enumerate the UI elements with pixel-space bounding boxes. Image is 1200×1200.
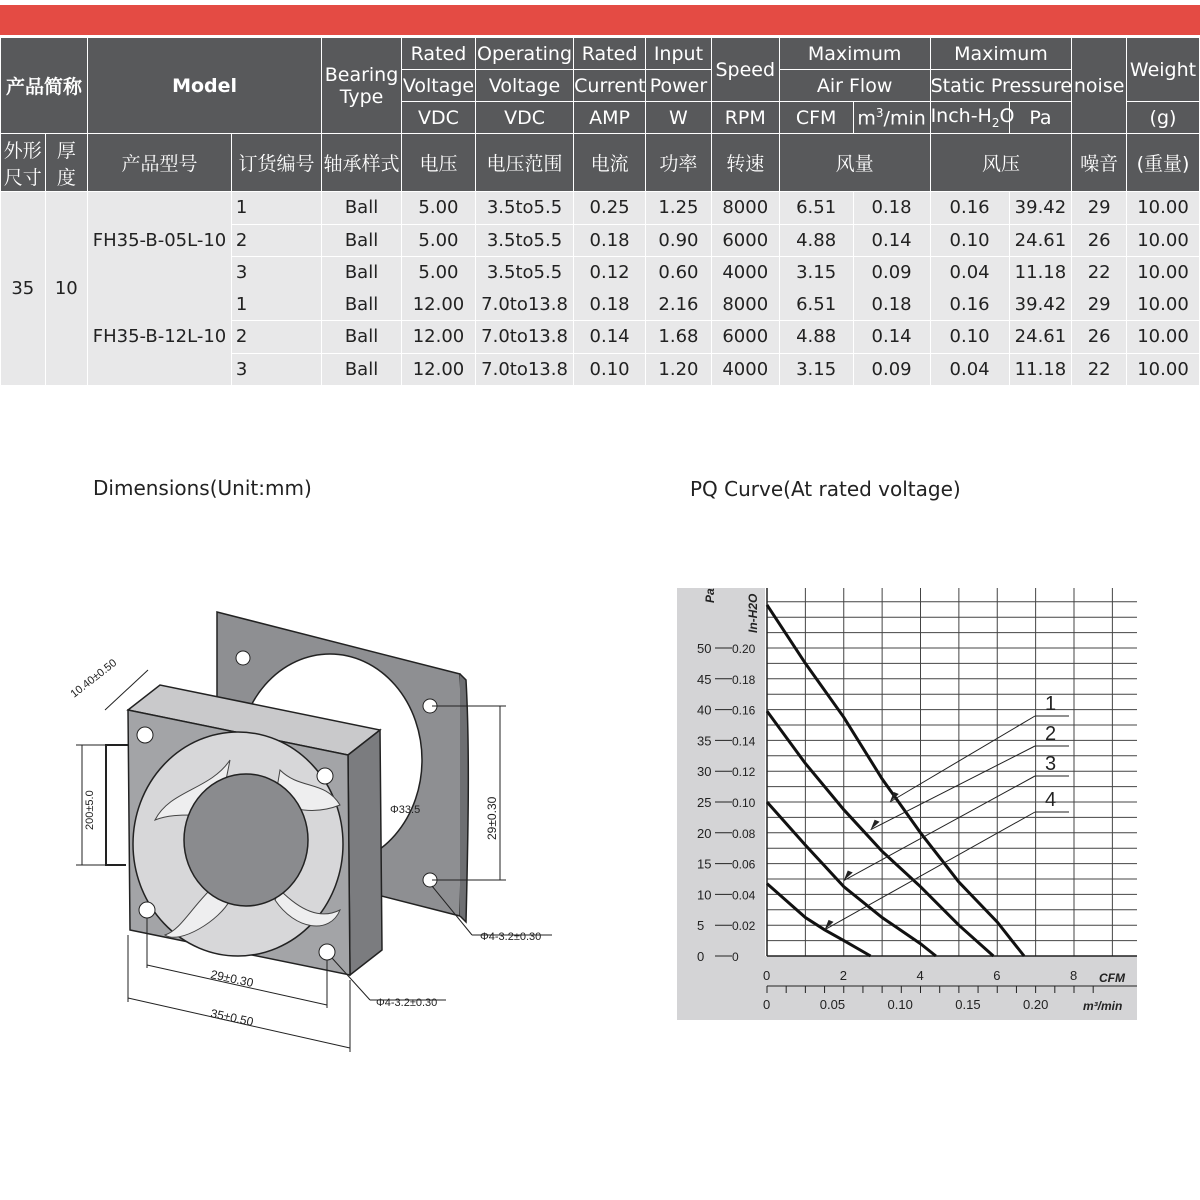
pq-chart (677, 588, 1140, 1020)
cell-order: 1 (231, 192, 321, 225)
cfm-tick-label: 8 (1070, 968, 1078, 983)
cfm-tick-label: 6 (993, 968, 1001, 983)
cell-weight: 10.00 (1127, 289, 1200, 321)
cell-cfm: 4.88 (779, 321, 853, 354)
header-maximum-1: Maximum (779, 38, 930, 70)
header-size-cn: 产品简称 (1, 38, 88, 134)
header-bearing-cn: 轴承样式 (322, 134, 402, 192)
fan-hub (184, 774, 308, 906)
header-power-cn: 功率 (646, 134, 712, 192)
cell-bearing: Ball (322, 192, 402, 225)
cell-power: 1.68 (646, 321, 712, 354)
depth-label: 10.40±0.50 (68, 657, 120, 701)
header-current-cn: 电流 (574, 134, 646, 192)
top-banner (0, 5, 1200, 35)
cell-order: 1 (231, 289, 321, 321)
cell-speed: 6000 (711, 224, 779, 257)
cell-bearing: Ball (322, 224, 402, 257)
cell-voltage: 12.00 (402, 289, 476, 321)
cell-weight: 10.00 (1127, 192, 1200, 225)
hole-top-label: Φ4-3.2±0.30 (480, 931, 542, 943)
y-unit-inh2o: In-H2O (746, 593, 760, 633)
header-operating: Operating (475, 38, 573, 70)
curve-label-2: 2 (1045, 723, 1057, 745)
unit-vdc: VDC (402, 102, 476, 134)
hole-spacing-h-label: 29±0.30 (209, 967, 255, 990)
back-hole-tl (236, 651, 250, 665)
cell-bearing: Ball (322, 257, 402, 289)
inh2o-tick-label: 0.08 (732, 826, 756, 841)
header-rated-1: Rated (402, 38, 476, 70)
inh2o-tick-label: 0.16 (732, 703, 756, 718)
back-frame-edge (460, 674, 468, 922)
header-noise-cn: 噪音 (1072, 134, 1127, 192)
header-thickness-cn: 厚 度 (45, 134, 88, 192)
front-hole-tl (137, 727, 153, 743)
cell-noise: 22 (1072, 257, 1127, 289)
cell-weight: 10.00 (1127, 257, 1200, 289)
cell-inh2o: 0.16 (930, 192, 1009, 225)
cell-voltage: 5.00 (402, 224, 476, 257)
cell-bearing: Ball (322, 289, 402, 321)
header-pressure-cn: 风压 (930, 134, 1072, 192)
cell-m3min: 0.18 (853, 192, 930, 225)
header-order-cn: 订货编号 (231, 134, 321, 192)
curve-label-3: 3 (1045, 753, 1057, 775)
header-airflow-cn: 风量 (779, 134, 930, 192)
header-range-cn: 电压范围 (475, 134, 573, 192)
inh2o-tick-label: 0.18 (732, 672, 756, 687)
cell-power: 1.20 (646, 353, 712, 385)
cell-m3min: 0.14 (853, 321, 930, 354)
inh2o-tick-label: 0.20 (732, 642, 756, 656)
front-hole-bl (139, 902, 155, 918)
header-voltage-cn: 电压 (402, 134, 476, 192)
cell-current: 0.25 (574, 192, 646, 225)
cell-noise: 26 (1072, 321, 1127, 354)
cell-voltage: 12.00 (402, 321, 476, 354)
header-maximum-2: Maximum (930, 38, 1072, 70)
cell-voltage: 5.00 (402, 192, 476, 225)
header-power: Power (646, 70, 712, 102)
unit-amp: AMP (574, 102, 646, 134)
header-bearing: Bearing Type (322, 38, 402, 134)
cell-cfm: 3.15 (779, 353, 853, 385)
cell-noise: 26 (1072, 224, 1127, 257)
cell-current: 0.14 (574, 321, 646, 354)
header-input: Input (646, 38, 712, 70)
cfm-tick-label: 0 (763, 968, 771, 983)
header-weight-cn: (重量) (1127, 134, 1200, 192)
cell-power: 2.16 (646, 289, 712, 321)
pa-tick-label: 0 (697, 949, 705, 964)
cell-model: FH35-B-05L-10 (88, 192, 232, 289)
m3-tick-label: 0 (763, 997, 771, 1012)
cell-size: 35 (1, 192, 46, 386)
unit-cfm: CFM (779, 102, 853, 134)
inh2o-tick-label: 0.04 (732, 888, 756, 903)
curve-label-4: 4 (1045, 789, 1057, 811)
fan-dimension-drawing (60, 590, 560, 1070)
cell-voltage-range: 3.5to5.5 (475, 192, 573, 225)
pa-tick-label: 30 (697, 764, 712, 780)
cell-cfm: 3.15 (779, 257, 853, 289)
header-model: Model (88, 38, 322, 134)
cell-pa: 24.61 (1009, 321, 1072, 354)
pa-tick-label: 10 (697, 887, 712, 903)
cell-current: 0.10 (574, 353, 646, 385)
cell-m3min: 0.09 (853, 353, 930, 385)
header-model-cn: 产品型号 (88, 134, 232, 192)
dimensions-title: Dimensions(Unit:mm) (93, 476, 312, 500)
pq-title: PQ Curve(At rated voltage) (690, 477, 961, 501)
cable-length-label: 200±5.0 (84, 790, 96, 830)
cell-order: 2 (231, 224, 321, 257)
cell-speed: 6000 (711, 321, 779, 354)
width-label: 35±0.50 (209, 1006, 255, 1029)
cell-cfm: 6.51 (779, 289, 853, 321)
header-speed: Speed (711, 38, 779, 102)
cell-m3min: 0.09 (853, 257, 930, 289)
cell-cfm: 6.51 (779, 192, 853, 225)
front-hole-br (319, 944, 335, 960)
inh2o-tick-label: 0.06 (732, 857, 756, 872)
header-voltage-2: Voltage (475, 70, 573, 102)
m3-tick-label: 0.20 (1023, 997, 1049, 1012)
cell-pa: 11.18 (1009, 353, 1072, 385)
cell-voltage: 5.00 (402, 257, 476, 289)
table-row (1, 289, 1200, 321)
header-weight: Weight (1127, 38, 1200, 102)
cell-inh2o: 0.10 (930, 224, 1009, 257)
cell-power: 1.25 (646, 192, 712, 225)
cell-weight: 10.00 (1127, 321, 1200, 354)
m3-tick-label: 0.05 (819, 997, 846, 1012)
header-static-pressure: Static Pressure (930, 70, 1072, 102)
table-body (1, 192, 1200, 386)
cell-speed: 8000 (711, 192, 779, 225)
m3-tick-label: 0.15 (955, 997, 981, 1012)
cell-voltage-range: 3.5to5.5 (475, 257, 573, 289)
cell-noise: 22 (1072, 353, 1127, 385)
unit-rpm: RPM (711, 102, 779, 134)
pa-tick-label: 25 (697, 795, 712, 810)
cell-inh2o: 0.16 (930, 289, 1009, 321)
cell-bearing: Ball (322, 353, 402, 385)
cell-m3min: 0.18 (853, 289, 930, 321)
cell-voltage-range: 7.0to13.8 (475, 353, 573, 385)
cell-voltage-range: 3.5to5.5 (475, 224, 573, 257)
x-unit-m3min: m³/min (1083, 999, 1123, 1013)
cell-voltage: 12.00 (402, 353, 476, 385)
inh2o-tick-label: 0.12 (732, 765, 756, 780)
pa-tick-label: 40 (697, 702, 712, 718)
frame-side (348, 730, 382, 975)
header-voltage: Voltage (402, 70, 476, 102)
x-unit-cfm: CFM (1099, 971, 1125, 985)
pa-tick-label: 45 (697, 671, 712, 687)
cell-voltage-range: 7.0to13.8 (475, 321, 573, 354)
pa-tick-label: 5 (697, 918, 705, 934)
cell-inh2o: 0.04 (930, 257, 1009, 289)
hole-spacing-v-label: 29±0.30 (485, 796, 499, 840)
unit-inch-h2o: Inch-$H_2O$ (930, 102, 1009, 134)
header-noise: noise (1072, 38, 1127, 134)
cell-power: 0.60 (646, 257, 712, 289)
plot-area (765, 588, 1137, 956)
header-rated-2: Rated (574, 38, 646, 70)
cell-weight: 10.00 (1127, 224, 1200, 257)
cell-speed: 8000 (711, 289, 779, 321)
cell-pa: 24.61 (1009, 224, 1072, 257)
cell-speed: 4000 (711, 353, 779, 385)
header-airflow: Air Flow (779, 70, 930, 102)
hole-bottom-label: Φ4-3.2±0.30 (376, 997, 438, 1009)
cell-noise: 29 (1072, 289, 1127, 321)
front-hole-tr (317, 768, 333, 784)
inh2o-tick-label: 0.14 (732, 734, 756, 749)
inh2o-tick-label: 0.10 (732, 796, 756, 810)
unit-m3min: $m^3/\min$ (853, 102, 930, 134)
cell-cfm: 4.88 (779, 224, 853, 257)
cell-inh2o: 0.10 (930, 321, 1009, 354)
header-speed-cn: 转速 (711, 134, 779, 192)
cable (106, 745, 128, 865)
cell-power: 0.90 (646, 224, 712, 257)
cell-pa: 39.42 (1009, 192, 1072, 225)
cell-thickness: 10 (45, 192, 88, 386)
curve-label-1: 1 (1045, 693, 1057, 715)
cell-m3min: 0.14 (853, 224, 930, 257)
pa-tick-label: 15 (697, 856, 712, 872)
inh2o-tick-label: 0 (732, 950, 739, 964)
unit-vdc-2: VDC (475, 102, 573, 134)
cell-current: 0.18 (574, 224, 646, 257)
cfm-tick-label: 4 (916, 968, 924, 983)
header-current: Current (574, 70, 646, 102)
pa-tick-label: 20 (697, 825, 712, 841)
cell-current: 0.18 (574, 289, 646, 321)
unit-w: W (646, 102, 712, 134)
header-size-cn-2: 外形 尺寸 (1, 134, 46, 192)
unit-g: (g) (1127, 102, 1200, 134)
pa-tick-label: 50 (697, 641, 712, 656)
cell-bearing: Ball (322, 321, 402, 354)
cfm-tick-label: 2 (839, 968, 847, 983)
inh2o-tick-label: 0.02 (732, 919, 756, 934)
cell-order: 3 (231, 257, 321, 289)
cell-current: 0.12 (574, 257, 646, 289)
cell-voltage-range: 7.0to13.8 (475, 289, 573, 321)
pa-tick-label: 35 (697, 733, 712, 749)
table-row (1, 192, 1200, 225)
diameter-label: Φ33.5 (390, 804, 421, 816)
cell-pa: 39.42 (1009, 289, 1072, 321)
cell-noise: 29 (1072, 192, 1127, 225)
m3-tick-label: 0.10 (887, 997, 913, 1012)
unit-pa: Pa (1009, 102, 1072, 134)
cell-speed: 4000 (711, 257, 779, 289)
spec-table (0, 37, 1200, 385)
y-unit-pa: Pa (703, 588, 717, 603)
cell-inh2o: 0.04 (930, 353, 1009, 385)
cell-pa: 11.18 (1009, 257, 1072, 289)
cell-order: 2 (231, 321, 321, 354)
cell-model: FH35-B-12L-10 (88, 289, 232, 386)
cell-weight: 10.00 (1127, 353, 1200, 385)
cell-order: 3 (231, 353, 321, 385)
